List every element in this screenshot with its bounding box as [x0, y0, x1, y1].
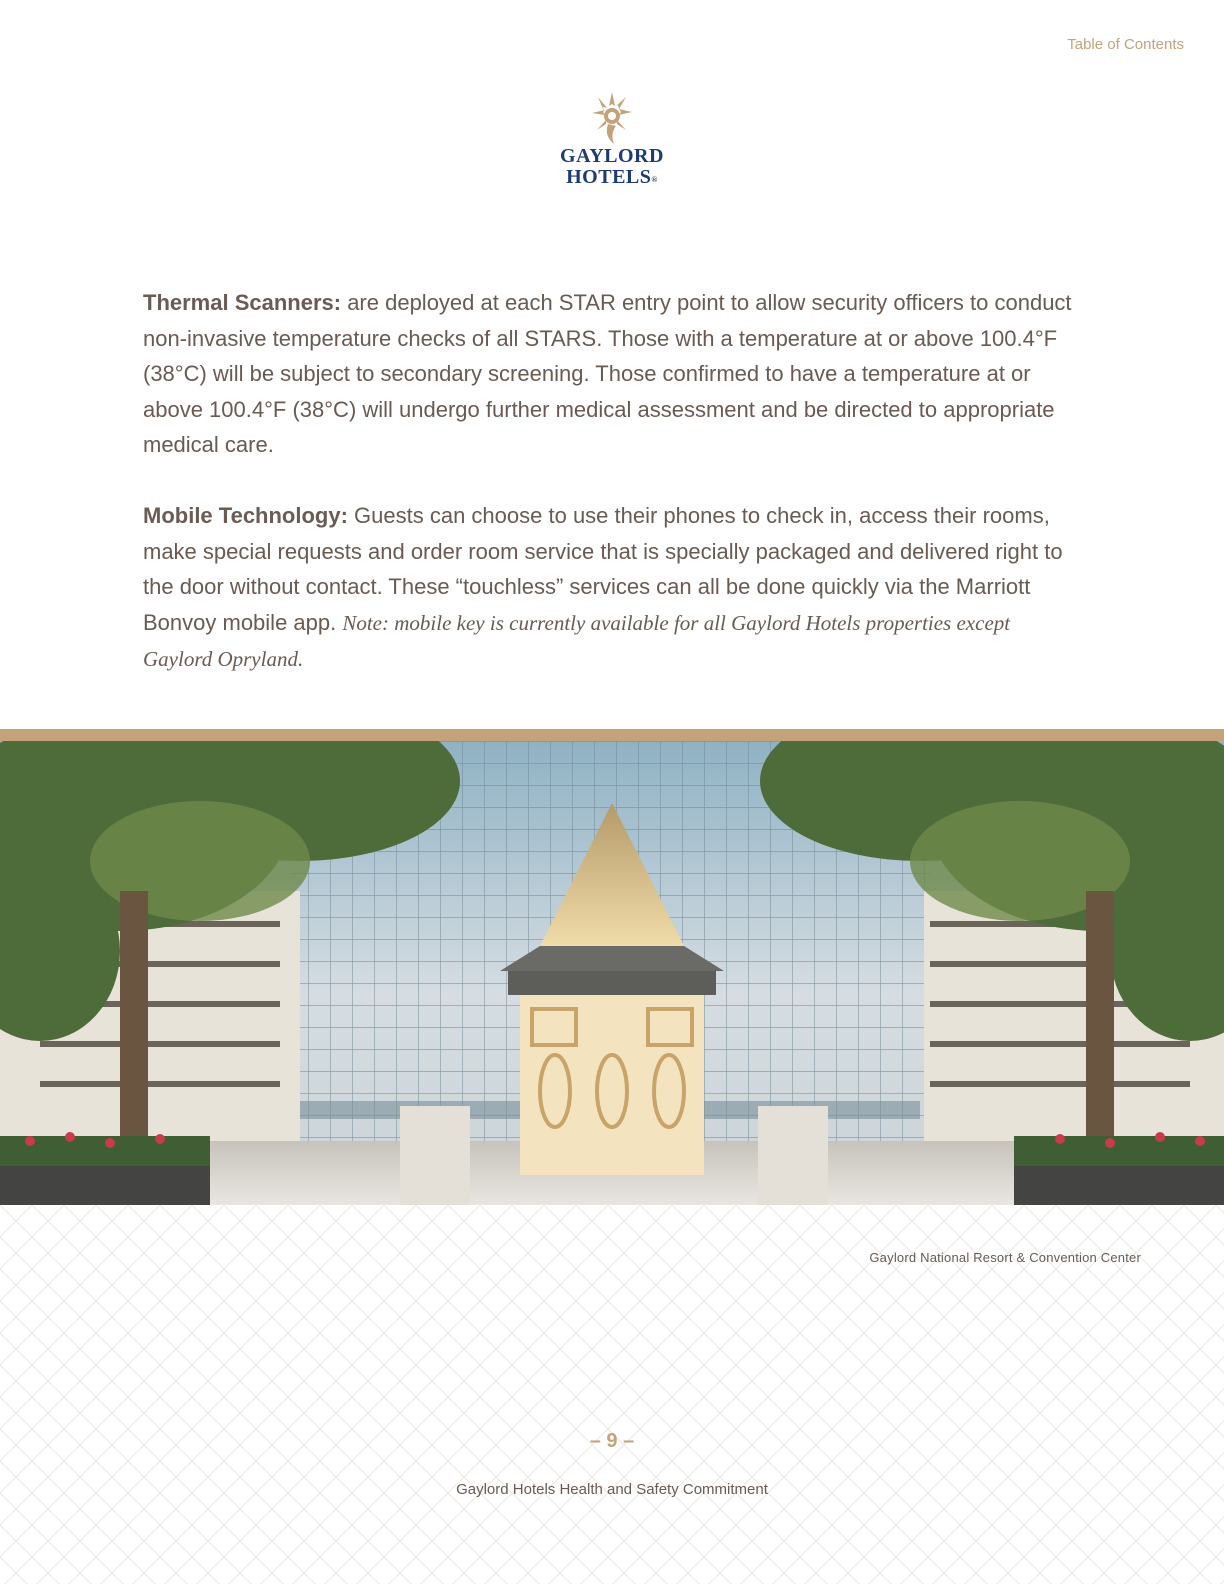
page-number: – 9 – [589, 1430, 635, 1452]
document-title-footer: Gaylord Hotels Health and Safety Commitment [456, 1481, 768, 1498]
mobile-technology-paragraph [143, 498, 1078, 678]
atrium-photo [0, 741, 1224, 1205]
mobile-key-note: Note: mobile key is currently available for all Gaylord Hotels properties except Gaylord Opryland. [143, 610, 1011, 671]
sun-emblem-icon [588, 88, 636, 146]
thermal-scanners-text: are deployed at each STAR entry point to allow security officers to conduct non-invasive temperature checks of all STARS. Those with a temperature at or above 100.4°F (38°C) will be subject to secondary screening. Those confirmed to have a temperature at or above 100.4°F (38°C) will undergo further medical assessment and be directed to appropriate medical care. [143, 290, 1072, 457]
thermal-scanners-paragraph [143, 285, 1078, 463]
logo-line-gaylord: GAYLORD [560, 145, 664, 167]
mobile-technology-text: Guests can choose to use their phones to check in, access their rooms, make special requests and order room service that is specially packaged and delivered right to the door without contact. These “touchless” services can all be done quickly via the Marriott Bonvoy mobile app. [143, 503, 1063, 635]
logo-line-hotels: HOTELS® [566, 166, 658, 188]
gaylord-hotels-logo [548, 88, 676, 188]
thermal-scanners-term: Thermal Scanners: [143, 290, 342, 315]
gold-divider [0, 729, 1224, 741]
photo-caption: Gaylord National Resort & Convention Center [869, 1250, 1141, 1265]
policy-body [143, 285, 1078, 713]
mobile-technology-term: Mobile Technology: [143, 503, 348, 528]
table-of-contents-link[interactable]: Table of Contents [1067, 36, 1184, 53]
